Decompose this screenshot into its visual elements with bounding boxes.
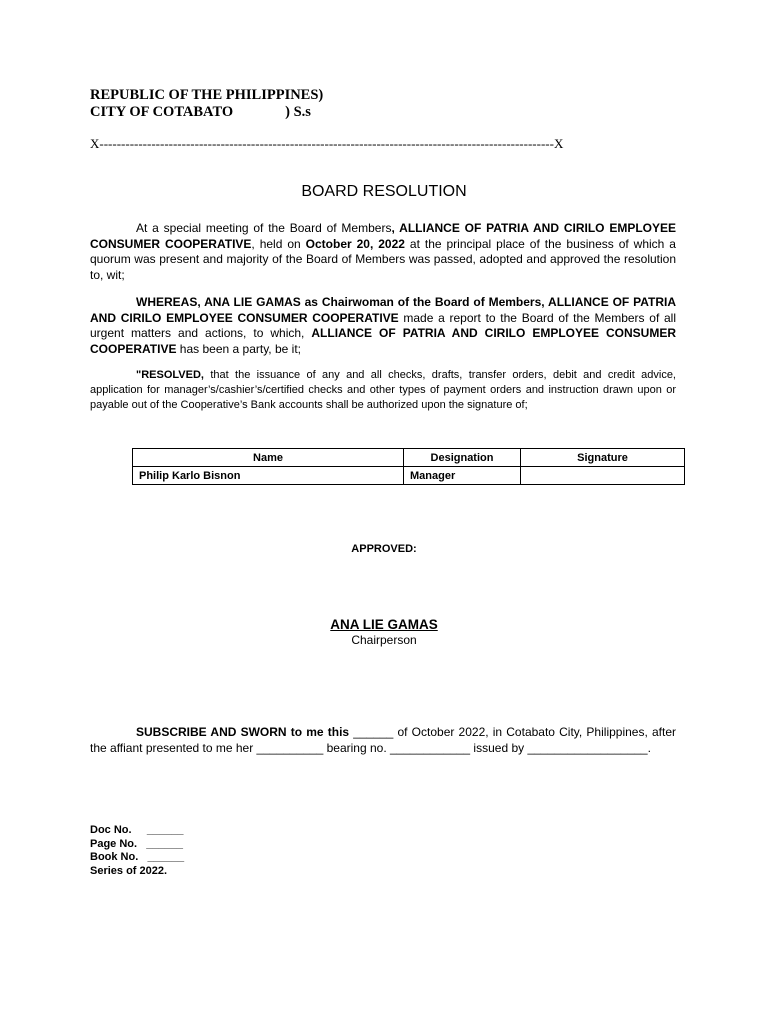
paragraph-resolved — [90, 368, 676, 413]
signatory-table — [132, 448, 685, 485]
notary-block — [90, 824, 184, 878]
p2-cooperative-name: ALLIANCE OF PATRIA AND CIRILO EMPLOYEE CONSUMER COOPERATIVE — [90, 326, 677, 356]
caption-city — [90, 104, 323, 121]
signatory-name: ANA LIE GAMAS — [330, 617, 438, 632]
table-row — [133, 467, 685, 485]
table-header-designation: Designation — [404, 449, 521, 467]
p1-text-3: , held on — [251, 236, 306, 251]
table-header-signature: Signature — [521, 449, 685, 467]
notary-page-no: Page No. ______ — [90, 837, 183, 850]
p1-cooperative-name: , ALLIANCE OF PATRIA AND CIRILO EMPLOYEE CONSUMER COOPERATIVE — [90, 221, 676, 251]
signatory-role: Chairperson — [351, 633, 417, 647]
p4-subscribe: SUBSCRIBE AND SWORN to me this — [136, 725, 350, 739]
approved-label: APPROVED: — [351, 543, 417, 555]
p3-resolved: "RESOLVED, — [136, 369, 204, 381]
p1-text-5: at the principal place of the business of which a quorum was present and majority of the Board of Members was passed, adopted and approved the resolution to, wit; — [90, 236, 676, 282]
p4-text-2: ______ of October 2022, in Cotabato City, Philippines, after the affiant presented to me her __________ bearing no. ____________ issued by __________________. — [90, 725, 676, 755]
document-caption — [90, 87, 323, 121]
page-title: BOARD RESOLUTION — [301, 183, 467, 200]
table-header-row — [133, 449, 685, 467]
paragraph-whereas — [90, 295, 676, 357]
p2-text-4: has been a party, be it; — [176, 341, 301, 356]
notary-doc-no: Doc No. ______ — [90, 824, 184, 836]
caption-republic: REPUBLIC OF THE PHILIPPINES) — [90, 87, 324, 103]
caption-city-name: CITY OF COTABATO — [90, 104, 234, 120]
table-cell-name: Philip Karlo Bisnon — [133, 467, 404, 485]
notary-series: Series of 2022. — [90, 864, 168, 877]
table-header-name: Name — [133, 449, 404, 467]
p3-text-2: that the issuance of any and all checks, drafts, transfer orders, debit and credit advice, application for manager’s/cashier’s/certified checks and other types of payment orders and instruction drawn upon or payable out of the Cooperative’s Bank accounts shall be authorized upon the signature of; — [90, 369, 676, 411]
caption-ss: ) S.s — [285, 104, 311, 120]
paragraph-jurat — [90, 725, 676, 756]
table-cell-signature — [521, 467, 685, 485]
p1-date: October 20, 2022 — [305, 236, 405, 251]
table-cell-designation: Manager — [404, 467, 521, 485]
p1-text-1: At a special meeting of the Board of Members — [136, 221, 392, 235]
paragraph-meeting — [90, 221, 676, 283]
separator-line: X---------------------------------------------------------------------------------------------------------X — [90, 136, 564, 151]
notary-book-no: Book No. ______ — [90, 851, 185, 863]
p2-text-2: made a report to the Board of the Members of all urgent matters and actions, to which, — [90, 310, 677, 340]
p2-whereas: WHEREAS, ANA LIE GAMAS as Chairwoman of the Board of Members, ALLIANCE OF PATRIA AND CIRILO EMPLOYEE CONSUMER COOPERATIVE — [90, 295, 676, 325]
